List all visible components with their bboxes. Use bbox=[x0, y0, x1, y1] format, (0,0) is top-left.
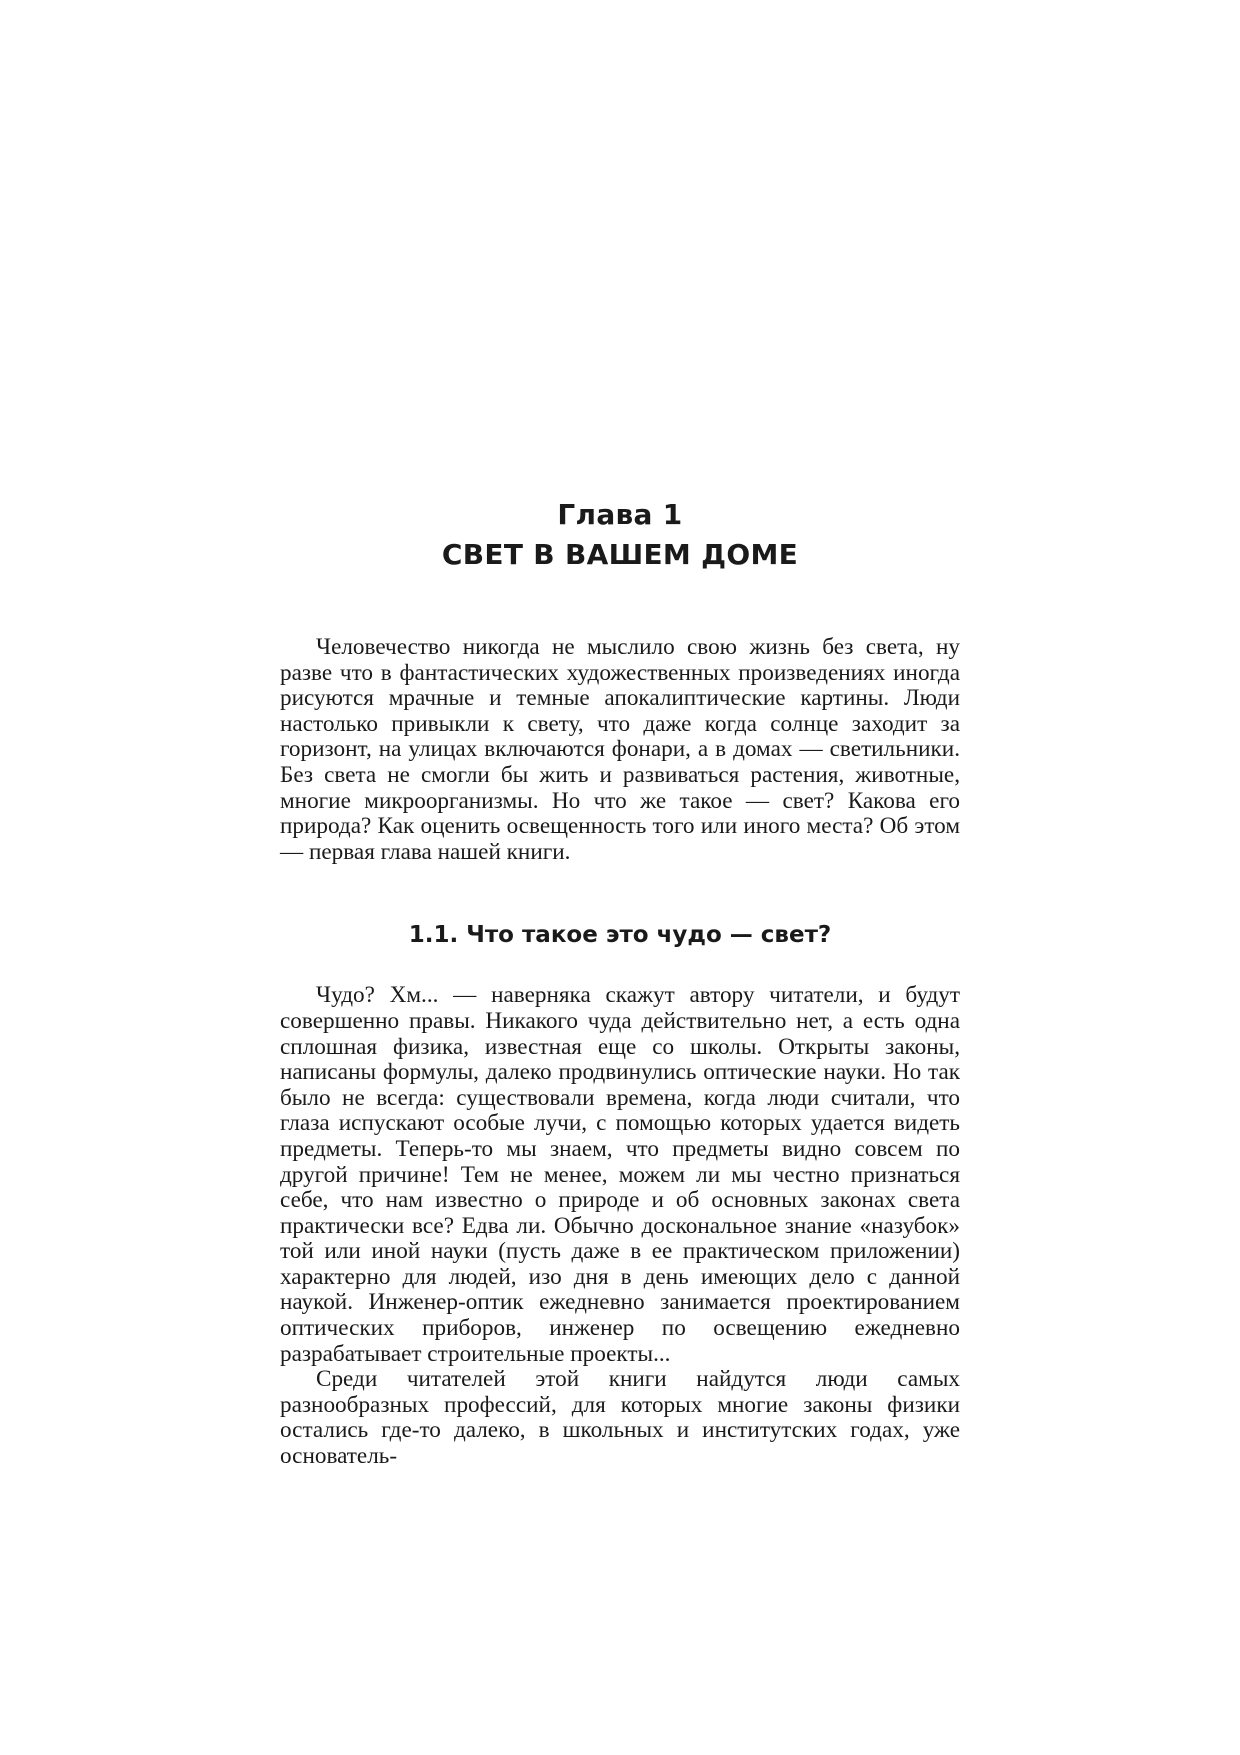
body-paragraph: Чудо? Хм... — наверняка скажут автору читатели, и будут совершенно правы. Никакого чуда действительно нет, а есть одна сплошная физика, известная еще со школы. Открыты законы, написаны формулы, далеко продвинулись оптические науки. Но так было не всегда: существовали времена, когда люди считали, что глаза испускают особые лучи, с помощью которых удается видеть предметы. Теперь-то мы знаем, что предметы видно совсем по другой причине! Тем не менее, можем ли мы честно признаться себе, что нам известно о природе и об основных законах света практически все? Едва ли. Обычно доскональное знание «назубок» той или иной науки (пусть даже в ее практическом приложении) характерно для людей, изо дня в день имеющих дело с данной наукой. Инженер-оптик ежедневно занимается проектированием оптических приборов, инженер по освещению ежедневно разрабатывает строительные проекты... bbox=[280, 982, 960, 1367]
chapter-number: Глава 1 bbox=[557, 498, 683, 531]
page-content bbox=[280, 495, 960, 1470]
body-paragraph: Среди читателей этой книги найдутся люди самых разнообразных профессий, для которых многие законы физики остались где-то далеко, в школьных и институтских годах, уже основатель- bbox=[280, 1366, 960, 1470]
chapter-title: СВЕТ В ВАШЕМ ДОМЕ bbox=[441, 538, 799, 571]
intro-paragraph: Человечество никогда не мыслило свою жизнь без света, ну разве что в фантастических художественных произведениях иногда рисуются мрачные и темные апокалиптические картины. Люди настолько привыкли к свету, что даже когда солнце заходит за горизонт, на улицах включаются фонари, а в домах — светильники. Без света не смогли бы жить и развиваться растения, животные, многие микроорганизмы. Но что же такое — свет? Какова его природа? Как оценить освещенность того или иного места? Об этом — первая глава нашей книги. bbox=[280, 634, 960, 865]
section-title: 1.1. Что такое это чудо — свет? bbox=[408, 922, 832, 949]
